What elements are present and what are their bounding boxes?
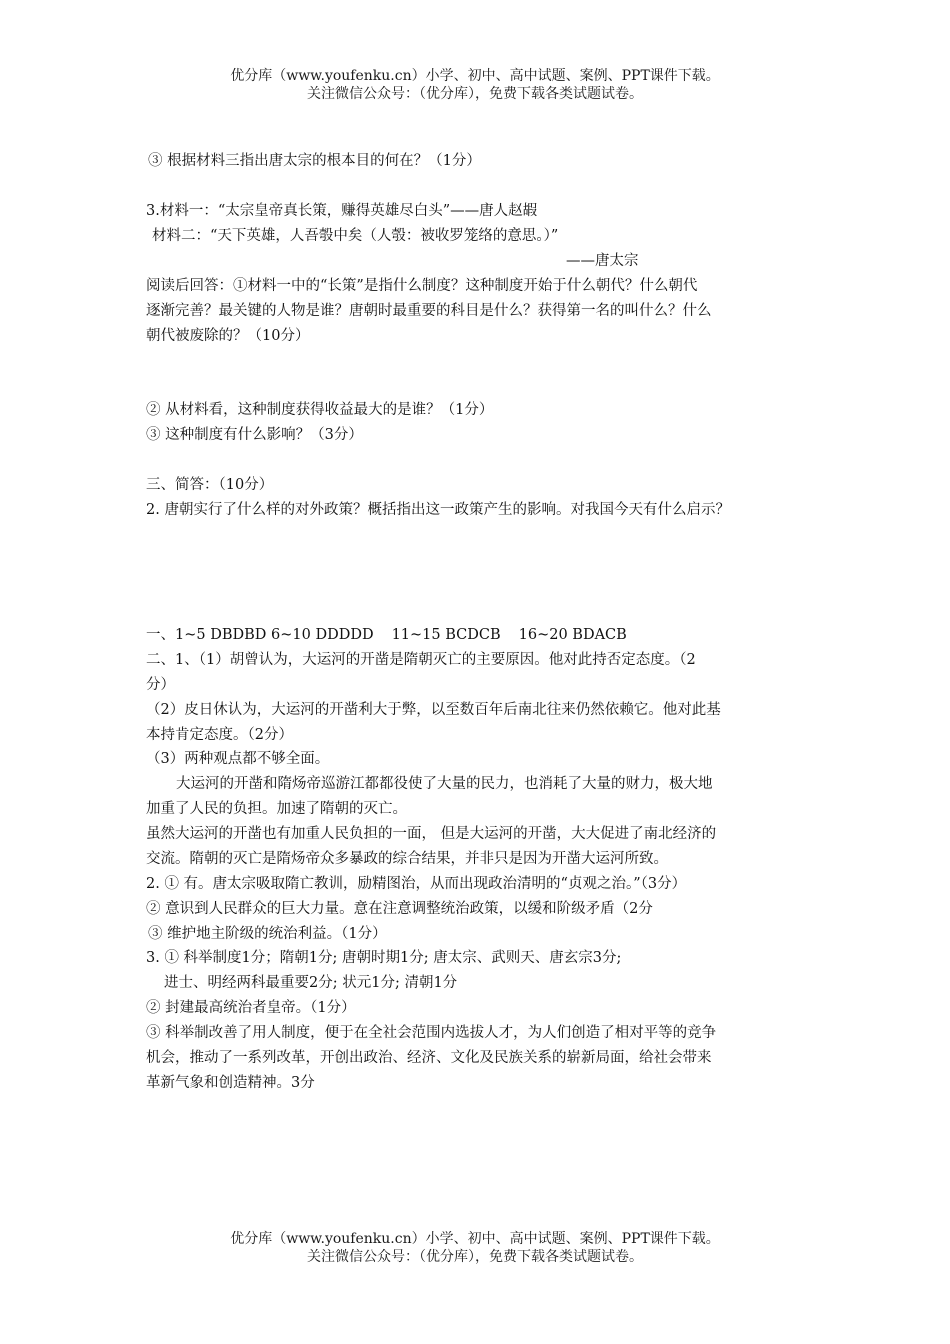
answer-multiple-choice — [146, 625, 627, 645]
answer-q3-1-line-2: 进士、明经两科最重要2分; 状元1分; 清朝1分 — [164, 975, 458, 991]
answer-q2-3: ③ 维护地主阶级的统治利益。（1分） — [148, 926, 387, 942]
answer-q3-3-line-2: 机会，推动了一系列改革，开创出政治、经济、文化及民族关系的崭新局面，给社会带来 — [146, 1050, 712, 1066]
answer-2-3: （3）两种观点都不够全面。 — [146, 751, 330, 767]
question-3-2: ② 从材料看，这种制度获得收益最大的是谁？（1分） — [146, 402, 494, 418]
question-2-3: ③ 根据材料三指出唐太宗的根本目的何在？（1分） — [148, 153, 481, 169]
question-3-material-2: 材料二：“天下英雄，人吾彀中矣（人彀：被收罗笼络的意思。）” — [152, 228, 559, 244]
question-3-prompt-line-3: 朝代被废除的？（10分） — [146, 328, 310, 344]
answer-q3-3-line-3: 革新气象和创造精神。3分 — [146, 1075, 315, 1091]
answer-2-3-para-2-line-1: 虽然大运河的开凿也有加重人民负担的一面， 但是大运河的开凿，大大促进了南北经济的 — [146, 826, 717, 842]
footer-line-2: 关注微信公众号：（优分库），免费下载各类试题试卷。 — [307, 1249, 643, 1265]
answer-mc-16-20: 16~20 BDACB — [518, 627, 627, 643]
answer-2-2-line-2: 本持肯定态度。（2分） — [146, 727, 293, 743]
answer-q2-1: 2. ① 有。唐太宗吸取隋亡教训，励精图治，从而出现政治清明的“贞观之治。”（3分） — [146, 876, 687, 892]
answer-2-3-para-2-line-2: 交流。隋朝的灭亡是隋炀帝众多暴政的综合结果，并非只是因为开凿大运河所致。 — [146, 851, 668, 867]
answer-q3-3-line-1: ③ 科举制改善了用人制度，便于在全社会范围内选拔人才，为人们创造了相对平等的竞争 — [146, 1025, 717, 1041]
header-line-2: 关注微信公众号：（优分库），免费下载各类试题试卷。 — [307, 86, 643, 102]
question-3-source: ——唐太宗 — [566, 253, 639, 269]
question-3-prompt-line-2: 逐渐完善？最关键的人物是谁？唐朝时最重要的科目是什么？获得第一名的叫什么？什么 — [146, 303, 712, 319]
question-3-prompt-line-1: 阅读后回答：①材料一中的“长策”是指什么制度？这种制度开始于什么朝代？什么朝代 — [146, 278, 698, 294]
header-line-1: 优分库（www.youfenku.cn）小学、初中、高中试题、案例、PPT课件下载。 — [230, 68, 720, 84]
answer-q2-2: ② 意识到人民群众的巨大力量。意在注意调整统治政策，以缓和阶级矛盾（2分 — [146, 901, 653, 917]
question-3-material-1: 3.材料一：“太宗皇帝真长策，赚得英雄尽白头”——唐人赵嘏 — [146, 203, 538, 219]
answer-2-2-line-1: （2）皮日休认为，大运河的开凿利大于弊，以至数百年后南北往来仍然依赖它。他对此基 — [146, 702, 721, 718]
answer-q3-1-line-1: 3. ① 科举制度1分；隋朝1分; 唐朝时期1分; 唐太宗、武则天、唐玄宗3分; — [146, 950, 622, 966]
answer-q3-2: ② 封建最高统治者皇帝。（1分） — [146, 1000, 356, 1016]
section-3-question-2: 2. 唐朝实行了什么样的对外政策？概括指出这一政策产生的影响。对我国今天有什么启示？ — [146, 502, 730, 518]
answer-2-1-line-2: 分） — [146, 677, 175, 693]
question-3-3: ③ 这种制度有什么影响？（3分） — [146, 427, 363, 443]
answer-2-3-para-1-line-1: 大运河的开凿和隋炀帝巡游江都都役使了大量的民力，也消耗了大量的财力，极大地 — [176, 776, 713, 792]
answer-mc-1-10: 一、1~5 DBDBD 6~10 DDDDD — [146, 627, 374, 643]
footer-line-1: 优分库（www.youfenku.cn）小学、初中、高中试题、案例、PPT课件下载。 — [230, 1231, 720, 1247]
answer-mc-11-15: 11~15 BCDCB — [391, 627, 501, 643]
page-footer — [0, 1230, 950, 1266]
page-header — [0, 67, 950, 103]
answer-2-1-line-1: 二、1、（1）胡曾认为，大运河的开凿是隋朝灭亡的主要原因。他对此持否定态度。（2 — [146, 652, 696, 668]
answer-2-3-para-1-line-2: 加重了人民的负担。加速了隋朝的灭亡。 — [146, 801, 407, 817]
section-3-title: 三、简答：（10分） — [146, 477, 274, 493]
